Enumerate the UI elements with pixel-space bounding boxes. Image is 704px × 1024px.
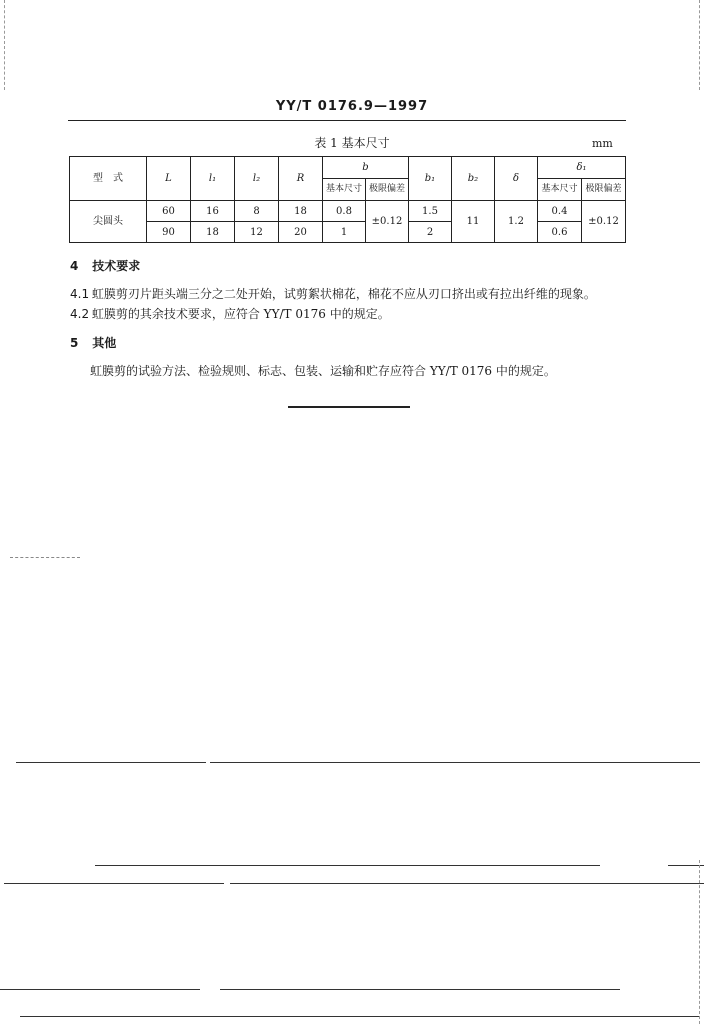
clause-text: 虹膜剪刃片距头端三分之二处开始，试剪絮状棉花，棉花不应从刃口挤出或有拉出纤维的现象。	[91, 287, 596, 301]
header-type: 型 式	[70, 157, 147, 201]
cell-b1: 2	[409, 222, 452, 243]
cell-type: 尖圆头	[70, 201, 147, 243]
dimensions-table	[69, 156, 626, 243]
cell-b-basic: 1	[323, 222, 366, 243]
header-b-limit-deviation: 极限偏差	[366, 179, 409, 201]
clause-4-2	[70, 305, 390, 322]
scan-artifact-line	[230, 883, 704, 884]
clause-4-1	[70, 285, 596, 302]
end-of-text-rule	[288, 406, 410, 408]
section-title: 其他	[92, 336, 117, 350]
header-b1: b₁	[409, 157, 452, 201]
scan-artifact-line	[95, 865, 600, 866]
cell-delta: 1.2	[495, 201, 538, 243]
scan-artifact-line	[220, 989, 460, 990]
cell-b1: 1.5	[409, 201, 452, 222]
cell-delta1-basic: 0.4	[538, 201, 582, 222]
cell-b2: 11	[452, 201, 495, 243]
clause-number: 4.1	[70, 287, 90, 301]
table-unit: mm	[592, 137, 613, 150]
scan-artifact-line	[460, 989, 620, 990]
header-b2: b₂	[452, 157, 495, 201]
cell-b-basic: 0.8	[323, 201, 366, 222]
scan-artifact-line	[10, 557, 80, 558]
cell-l2: 8	[235, 201, 279, 222]
section-4-heading	[70, 257, 140, 274]
header-rule	[68, 120, 626, 121]
scan-artifact-line	[0, 989, 200, 990]
clause-number: 4.2	[70, 307, 90, 321]
table-row	[70, 222, 626, 243]
header-L: L	[147, 157, 191, 201]
scan-artifact-line	[210, 762, 700, 763]
section-5-paragraph: 虹膜剪的试验方法、检验规则、标志、包装、运输和贮存应符合 YY/T 0176 中的规定。	[90, 364, 556, 378]
section-5-heading	[70, 334, 116, 351]
header-b: b	[323, 157, 409, 179]
header-delta1-basic-size: 基本尺寸	[538, 179, 582, 201]
section-title: 技术要求	[92, 259, 141, 273]
cell-R: 20	[279, 222, 323, 243]
section-number: 4	[70, 259, 79, 273]
cell-delta1-deviation: ±0.12	[582, 201, 626, 243]
cell-l1: 16	[191, 201, 235, 222]
cell-delta1-basic: 0.6	[538, 222, 582, 243]
header-R: R	[279, 157, 323, 201]
header-l2: l₂	[235, 157, 279, 201]
scan-artifact-line	[16, 762, 206, 763]
cell-L: 90	[147, 222, 191, 243]
table-header-row	[70, 157, 626, 179]
header-delta1-limit-deviation: 极限偏差	[582, 179, 626, 201]
cell-b-deviation: ±0.12	[366, 201, 409, 243]
scan-artifact-line	[4, 883, 224, 884]
header-l1: l₁	[191, 157, 235, 201]
cell-L: 60	[147, 201, 191, 222]
section-number: 5	[70, 336, 79, 350]
scan-artifact-line	[20, 1016, 700, 1017]
scan-artifact-edge	[699, 0, 700, 90]
table-row	[70, 201, 626, 222]
scan-artifact-edge	[4, 0, 5, 90]
clause-text: 虹膜剪的其余技术要求，应符合 YY/T 0176 中的规定。	[91, 307, 390, 321]
cell-l1: 18	[191, 222, 235, 243]
table-caption: 表 1 基本尺寸	[314, 136, 390, 150]
cell-l2: 12	[235, 222, 279, 243]
header-delta1: δ₁	[538, 157, 626, 179]
header-b-basic-size: 基本尺寸	[323, 179, 366, 201]
cell-R: 18	[279, 201, 323, 222]
scan-artifact-edge	[699, 860, 700, 1024]
standard-code-header: YY/T 0176.9—1997	[275, 99, 429, 114]
header-delta: δ	[495, 157, 538, 201]
